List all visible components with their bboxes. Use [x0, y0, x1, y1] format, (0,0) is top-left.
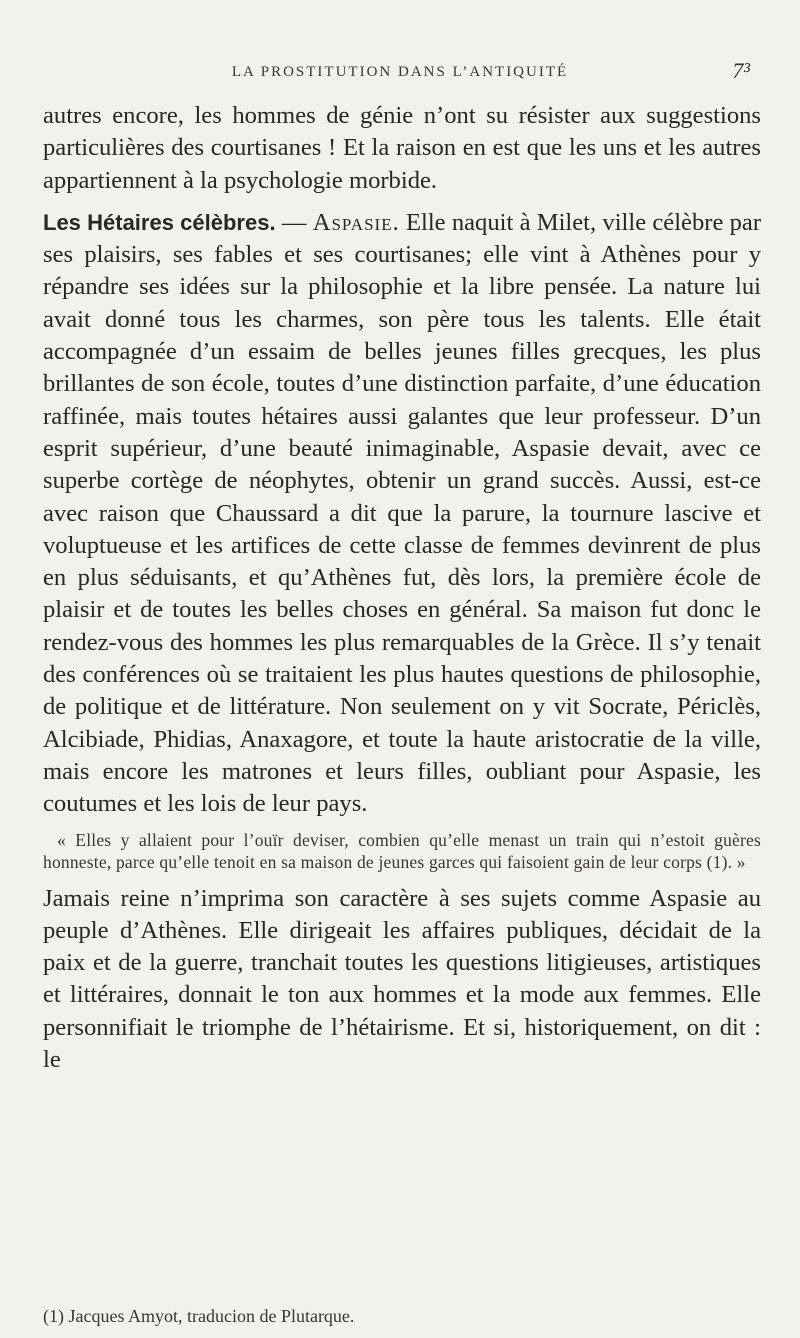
heading-dash: — — [275, 208, 313, 236]
section-heading: Les Hétaires célèbres. — [43, 209, 276, 235]
paragraph-1: autres encore, les hommes de génie n’ont su résister aux suggestions particulières des courtisanes ! Et la raison en est que les uns et les autres appartiennent à la psychologie morbide. — [43, 102, 761, 194]
name-aspasie: Aspasie. — [312, 208, 400, 236]
footnote: (1) Jacques Amyot, traducion de Plutarque. — [43, 1306, 355, 1326]
running-title: LA PROSTITUTION DANS L’ANTIQUITÉ — [231, 64, 569, 80]
main-text — [43, 100, 761, 1076]
paragraph-3: Jamais reine n’imprima son caractère à ses sujets comme Aspasie au peuple d’Athènes. Elle dirigeait les affaires publiques, décidait de la paix et de la guerre, tranchait toutes les questions litigieuses, artistiques et littéraires, donnait le ton aux hommes et la mode aux femmes. Elle personnifiait le triomphe de l’hétairisme. Et si, historiquement, on dit : le — [43, 884, 761, 1074]
paragraph-2-text: Elle naquit à Milet, ville célèbre par ses plaisirs, ses fables et ses courtisanes; elle vint à Athènes pour y répandre ses idées sur la philosophie et la libre pensée. La nature lui avait donné tous les charmes, son père tous les talents. Elle était accompagnée d’un essaim de belles jeunes filles grecques, les plus brillantes de son école, toutes d’une distinction parfaite, d’une éducation raffinée, mais toutes hétaires aussi galantes que leur professeur. D’un esprit supérieur, d’une beauté inimaginable, Aspasie devait, avec ce superbe cortège de néophytes, obtenir un grand succès. Aussi, est-ce avec raison que Chaussard a dit que la parure, la tournure lascive et voluptueuse et les artifices de cette classe de femmes devinrent de plus en plus séduisants, et qu’Athènes fut, dès lors, la première école de plaisir et de toutes les belles choses en général. Sa maison fut donc le rendez-vous des hommes les plus remarquables de la Grèce. Il s’y tenait des conférences où se traitaient les plus hautes questions de philosophie, de politique et de littérature. Non seulement on y vit Socrate, Périclès, Alcibiade, Phidias, Anaxagore, et toute la haute aristocratie de la ville, mais encore les matrones et leurs filles, oubliant pour Aspasie, les coutumes et les lois de leur pays. — [43, 208, 762, 818]
page-header — [0, 58, 800, 94]
page-number: 7³ — [732, 58, 750, 83]
paragraph-2 — [43, 207, 761, 821]
block-quote: « Elles y allaient pour l’ouïr deviser, combien qu’elle menast un train qui n’estoit guères honneste, parce qu’elle tenoit en sa maison de jeunes garces qui faisoient gain de leur corps (1). » — [43, 829, 761, 872]
